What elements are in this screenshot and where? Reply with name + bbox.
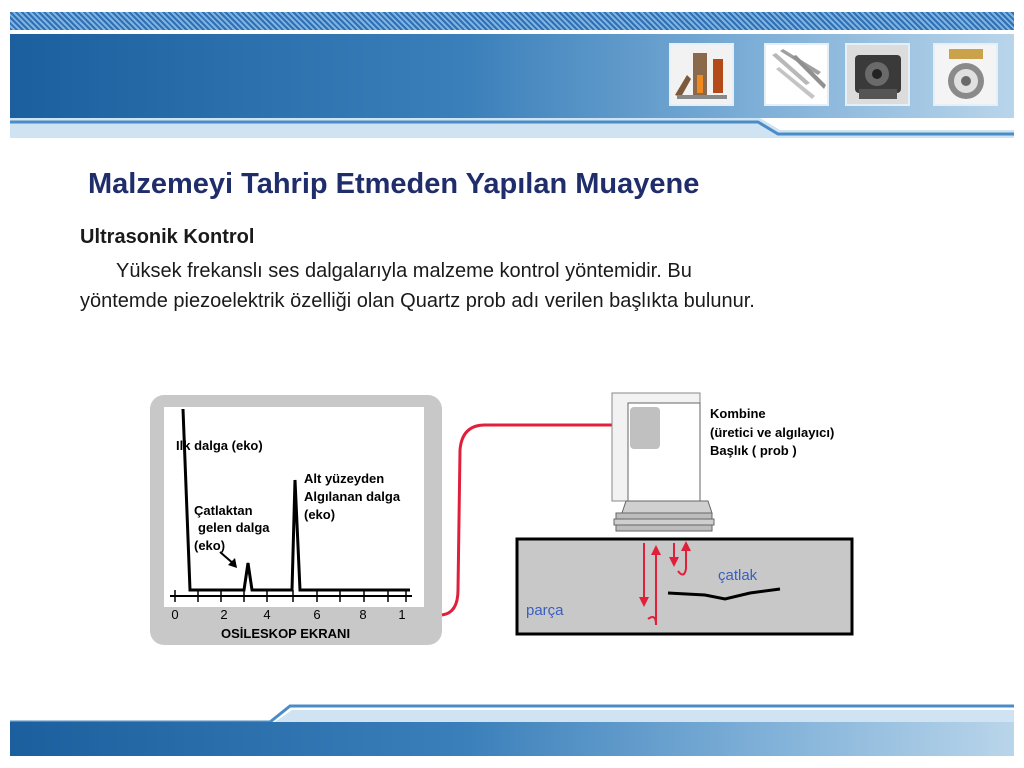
bottom-echo-label-3: (eko) bbox=[304, 507, 336, 522]
tick-label-2: 2 bbox=[220, 607, 228, 622]
crack-echo-label-2: gelen dalga bbox=[198, 520, 270, 535]
probe-head bbox=[612, 393, 714, 531]
crack-echo-label-1: Çatlaktan bbox=[194, 503, 253, 518]
footer-wave-stripe bbox=[10, 702, 1014, 724]
test-piece bbox=[517, 539, 852, 634]
header-hatch-band bbox=[10, 12, 1014, 30]
tick-label-10: 1 bbox=[398, 607, 406, 622]
gear-image bbox=[933, 43, 998, 106]
crack-echo-label-3: (eko) bbox=[194, 538, 226, 553]
footer-bar bbox=[10, 722, 1014, 756]
tick-label-6: 6 bbox=[313, 607, 321, 622]
cutting-tools-image bbox=[764, 43, 829, 106]
bottom-echo-label-2: Algılanan dalga bbox=[304, 489, 401, 504]
probe-label-1: Kombine bbox=[710, 406, 766, 421]
bottom-echo-label-1: Alt yüzeyden bbox=[304, 471, 385, 486]
paragraph-line-2: yöntemde piezoelektrik özelliği olan Quartz prob adı verilen başlıkta bulunur. bbox=[80, 290, 755, 312]
tick-label-0: 0 bbox=[171, 607, 179, 622]
slide-title: Malzemeyi Tahrip Etmeden Yapılan Muayene bbox=[88, 168, 700, 200]
section-subtitle: Ultrasonik Kontrol bbox=[80, 226, 255, 248]
body-paragraph bbox=[80, 256, 960, 316]
casting-furnace-image bbox=[669, 43, 734, 106]
tick-label-4: 4 bbox=[263, 607, 271, 622]
tick-label-8: 8 bbox=[359, 607, 367, 622]
first-echo-label: Ilk dalga (eko) bbox=[176, 438, 263, 453]
crack-label: çatlak bbox=[718, 567, 758, 584]
ultrasonic-diagram bbox=[140, 385, 880, 655]
part-label: parça bbox=[526, 602, 564, 619]
probe-label-3: Başlık ( prob ) bbox=[710, 443, 797, 458]
paragraph-line-1: Yüksek frekanslı ses dalgalarıyla malzeme kontrol yöntemidir. Bu bbox=[116, 260, 692, 282]
probe-label-2: (üretici ve algılayıcı) bbox=[710, 425, 835, 440]
oscilloscope-label: OSİLESKOP EKRANI bbox=[221, 626, 351, 641]
machine-part-image bbox=[845, 43, 910, 106]
header-wave-stripe bbox=[10, 118, 1014, 138]
